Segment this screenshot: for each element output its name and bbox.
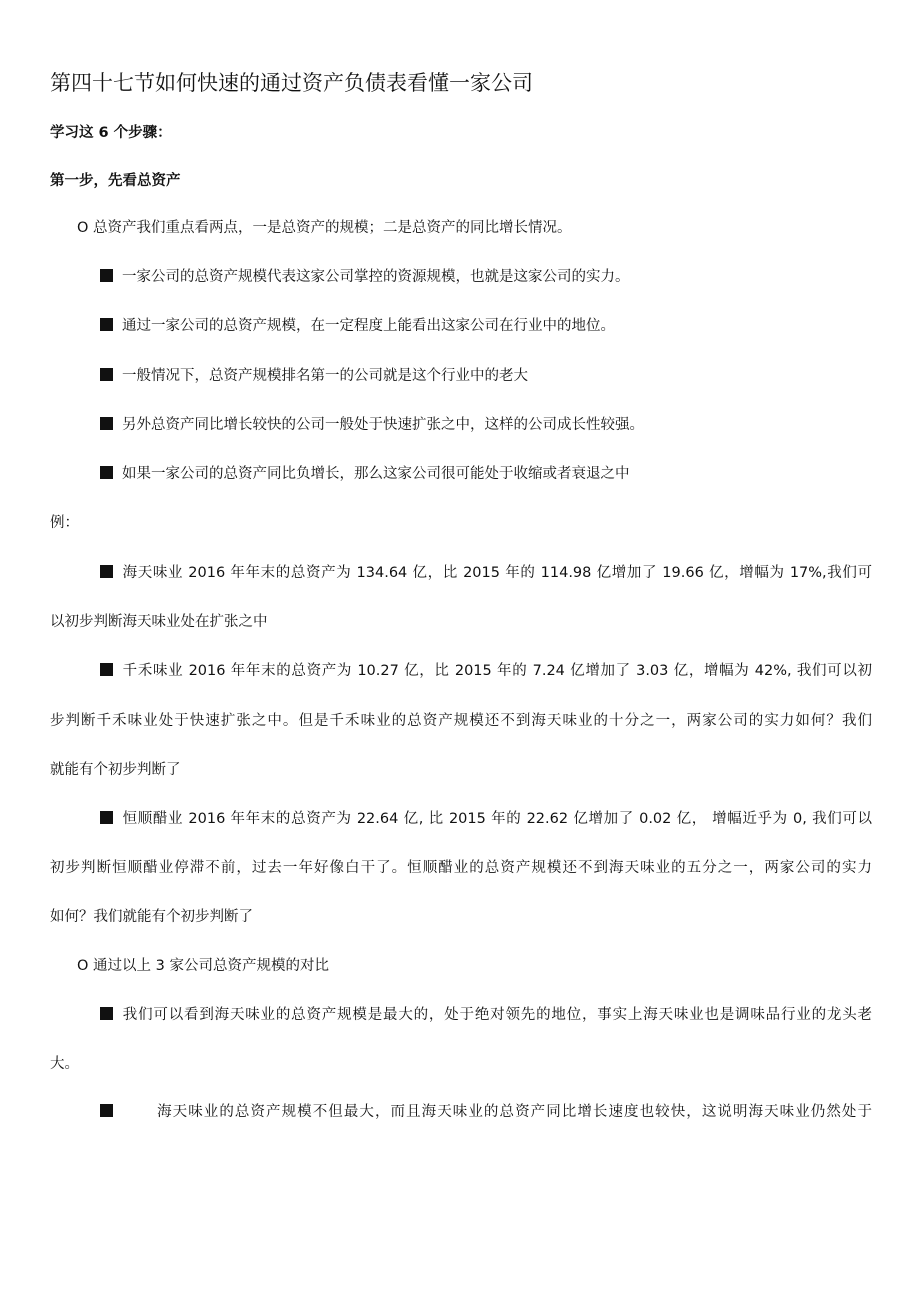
square-bullet-icon [100, 466, 113, 479]
example-1-line-2: 以初步判断海天味业处在扩张之中 [50, 614, 268, 630]
bullet-item [100, 366, 528, 386]
conclusion-2-line-1 [100, 1102, 872, 1122]
conclusion-text: 海天味业的总资产规模不但最大，而且海天味业的总资产同比增长速度也较快，这说明海天味业仍然处于 [156, 1104, 872, 1120]
intro-heading: 学习这 6 个步骤： [50, 125, 172, 141]
bullet-text: 一家公司的总资产规模代表这家公司掌控的资源规模，也就是这家公司的实力。 [122, 269, 630, 285]
example-text: 千禾味业 2016 年年末的总资产为 10.27 亿，比 2015 年的 7.24 亿增加了 3.03 亿，增幅为 42%, 我们可以初 [122, 663, 872, 679]
square-bullet-icon [100, 368, 113, 381]
example-label: 例： [50, 515, 79, 531]
square-bullet-icon [100, 318, 113, 331]
bullet-item [100, 316, 615, 336]
example-2-line-3: 就能有个初步判断了 [50, 762, 181, 778]
bullet-text: 另外总资产同比增长较快的公司一般处于快速扩张之中，这样的公司成长性较强。 [122, 417, 644, 433]
square-bullet-icon [100, 269, 113, 282]
square-bullet-icon [100, 565, 113, 578]
square-bullet-icon [100, 663, 113, 676]
example-2-line-1 [100, 661, 872, 681]
example-3-line-1 [100, 809, 872, 829]
bullet-item [100, 464, 630, 484]
square-bullet-icon [100, 1104, 113, 1117]
example-2-line-2: 步判断千禾味业处于快速扩张之中。但是千禾味业的总资产规模还不到海天味业的十分之一，两家公司的实力如何？我们 [50, 713, 872, 729]
square-bullet-icon [100, 1007, 113, 1020]
conclusion-text: 我们可以看到海天味业的总资产规模是最大的，处于绝对领先的地位，事实上海天味业也是调味品行业的龙头老 [122, 1007, 872, 1023]
point2-text: 通过以上 3 家公司总资产规模的对比 [93, 958, 329, 974]
example-3-line-2: 初步判断恒顺醋业停滞不前，过去一年好像白干了。恒顺醋业的总资产规模还不到海天味业的五分之一，两家公司的实力 [50, 860, 872, 876]
bullet-text: 通过一家公司的总资产规模，在一定程度上能看出这家公司在行业中的地位。 [122, 318, 615, 334]
bullet-item [100, 267, 630, 287]
circle-bullet-icon: O [77, 220, 89, 236]
example-1-line-1 [100, 563, 872, 583]
bullet-item [100, 415, 644, 435]
example-3-line-3: 如何？我们就能有个初步判断了 [50, 909, 253, 925]
page-title: 第四十七节如何快速的通过资产负债表看懂一家公司 [50, 71, 533, 95]
square-bullet-icon [100, 417, 113, 430]
bullet-text: 一般情况下，总资产规模排名第一的公司就是这个行业中的老大 [122, 368, 528, 384]
point1-paragraph [77, 218, 572, 238]
bullet-text: 如果一家公司的总资产同比负增长，那么这家公司很可能处于收缩或者衰退之中 [122, 466, 630, 482]
conclusion-1-line-2: 大。 [50, 1056, 79, 1072]
circle-bullet-icon: O [77, 958, 89, 974]
example-text: 恒顺醋业 2016 年年末的总资产为 22.64 亿, 比 2015 年的 22.62 亿增加了 0.02 亿， 增幅近乎为 0, 我们可以 [122, 811, 872, 827]
example-text: 海天味业 2016 年年末的总资产为 134.64 亿，比 2015 年的 114.98 亿增加了 19.66 亿，增幅为 17%,我们可 [122, 565, 872, 581]
point2-paragraph [77, 956, 329, 976]
conclusion-1-line-1 [100, 1005, 872, 1025]
square-bullet-icon [100, 811, 113, 824]
step1-heading: 第一步，先看总资产 [50, 173, 181, 189]
point1-text: 总资产我们重点看两点，一是总资产的规模；二是总资产的同比增长情况。 [93, 220, 572, 236]
